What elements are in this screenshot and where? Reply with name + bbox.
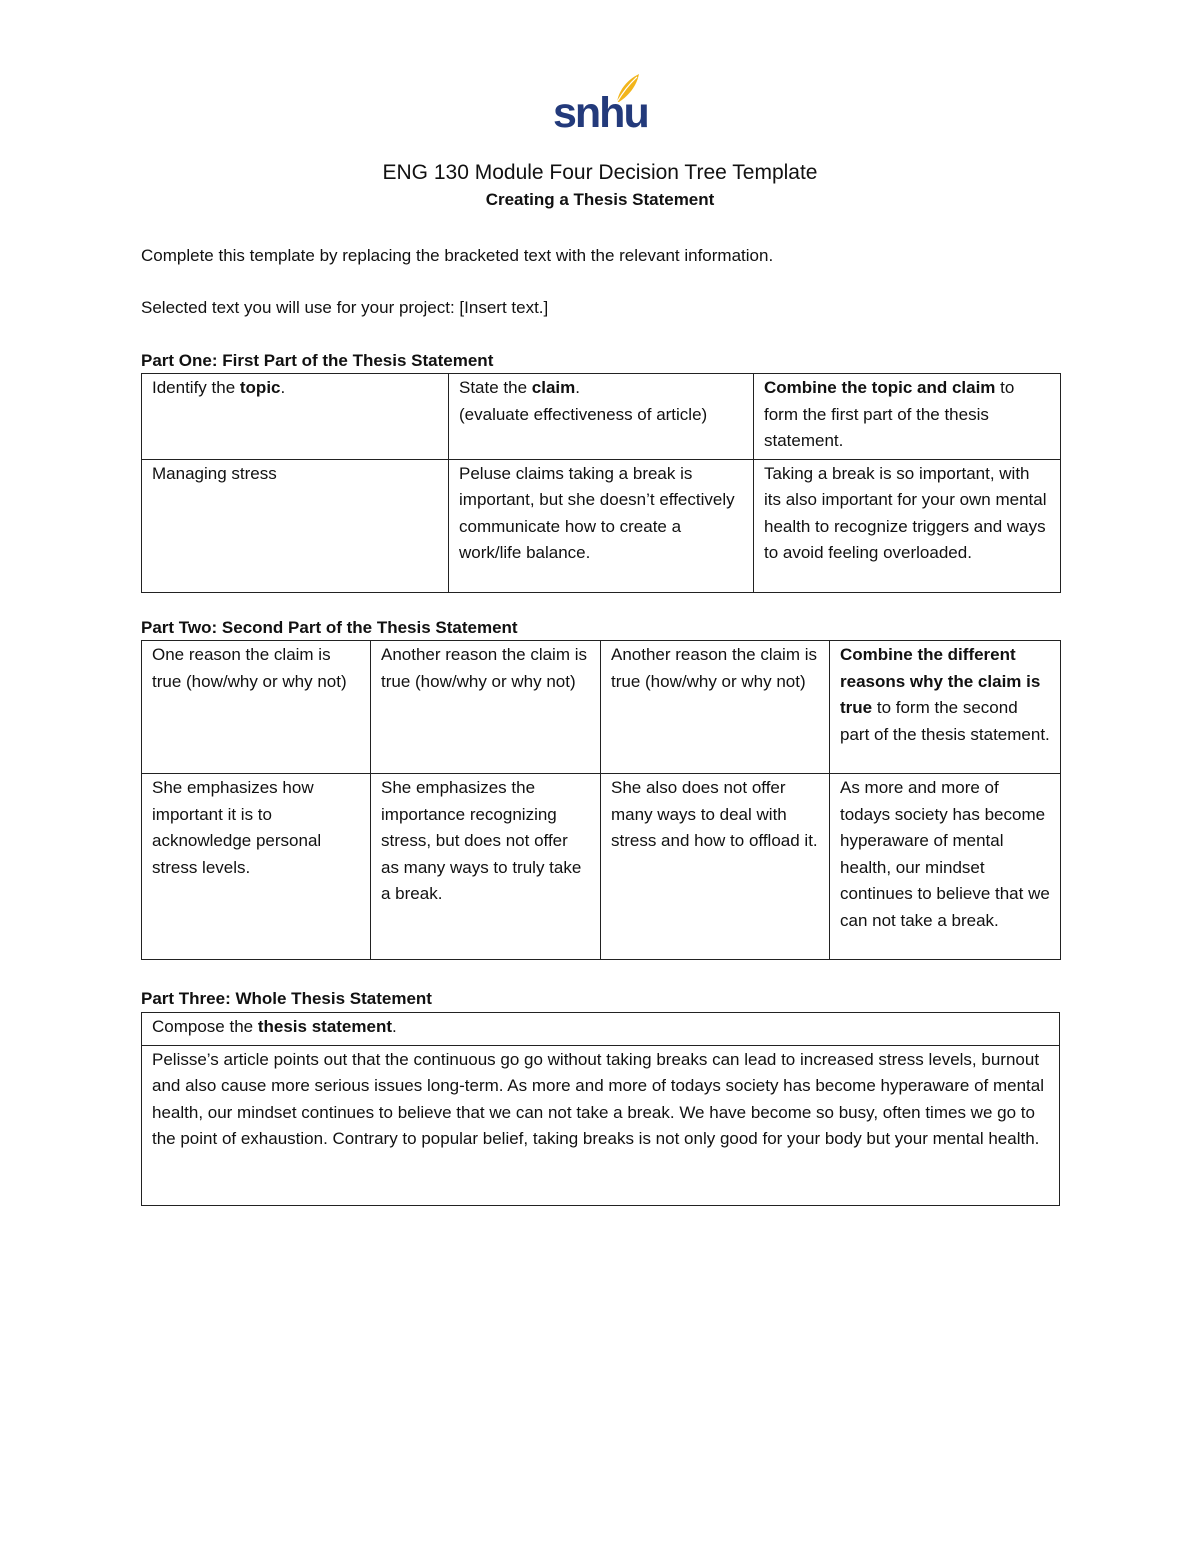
header-cell-reason-2: Another reason the claim is true (how/why or why not)	[371, 641, 601, 774]
selected-text-line: Selected text you will use for your project: [Insert text.]	[141, 298, 549, 317]
table-cell: Peluse claims taking a break is important, but she doesn’t effectively communicate how to create a work/life balance.	[449, 459, 754, 592]
header-cell-reason-3: Another reason the claim is true (how/why or why not)	[601, 641, 830, 774]
document-subtitle: Creating a Thesis Statement	[485, 190, 715, 209]
snhu-logo	[553, 72, 648, 137]
document-title: ENG 130 Module Four Decision Tree Template	[382, 161, 818, 184]
table-cell: As more and more of todays society has become hyperaware of mental health, our mindset continues to believe that we can not take a break.	[830, 774, 1061, 960]
header-cell-topic: Identify the topic.	[142, 374, 449, 460]
table-cell: Managing stress	[142, 459, 449, 592]
table-cell: Taking a break is so important, with its also important for your own mental health to recognize triggers and ways to avoid feeling overloaded.	[754, 459, 1061, 592]
header-cell-combine: Combine the different reasons why the claim is true to form the second part of the thesis statement.	[830, 641, 1061, 774]
logo-text: snhu	[553, 89, 648, 137]
part-one-heading: Part One: First Part of the Thesis Statement	[141, 351, 494, 370]
header-cell-claim: State the claim. (evaluate effectiveness of article)	[449, 374, 754, 460]
table-row	[142, 459, 1061, 592]
table-header-row	[142, 641, 1061, 774]
table-header-row	[142, 374, 1061, 460]
table-row	[142, 1045, 1060, 1205]
header-cell-reason-1: One reason the claim is true (how/why or why not)	[142, 641, 371, 774]
part-three-table	[141, 1012, 1060, 1206]
part-one-table	[141, 373, 1061, 593]
part-three-heading: Part Three: Whole Thesis Statement	[141, 989, 432, 1008]
table-cell: She emphasizes how important it is to acknowledge personal stress levels.	[142, 774, 371, 960]
thesis-statement-cell: Pelisse’s article points out that the continuous go go without taking breaks can lead to increased stress levels, burnout and also cause more serious issues long-term. As more and more of todays society has become hyperaware of mental health, our mindset continues to believe that we can not take a break. We have become so busy, often times we go to the point of exhaustion. Contrary to popular belief, taking breaks is not only good for your body but your mental health.	[142, 1045, 1060, 1205]
table-row	[142, 774, 1061, 960]
table-cell: She also does not offer many ways to deal with stress and how to offload it.	[601, 774, 830, 960]
part-two-heading: Part Two: Second Part of the Thesis Statement	[141, 618, 518, 637]
table-cell: She emphasizes the importance recognizing stress, but does not offer as many ways to truly take a break.	[371, 774, 601, 960]
part-two-table	[141, 640, 1061, 960]
header-cell-thesis: Compose the thesis statement.	[142, 1013, 1060, 1046]
instructions-text: Complete this template by replacing the bracketed text with the relevant information.	[141, 246, 774, 265]
table-header-row	[142, 1013, 1060, 1046]
header-cell-combine: Combine the topic and claim to form the first part of the thesis statement.	[754, 374, 1061, 460]
